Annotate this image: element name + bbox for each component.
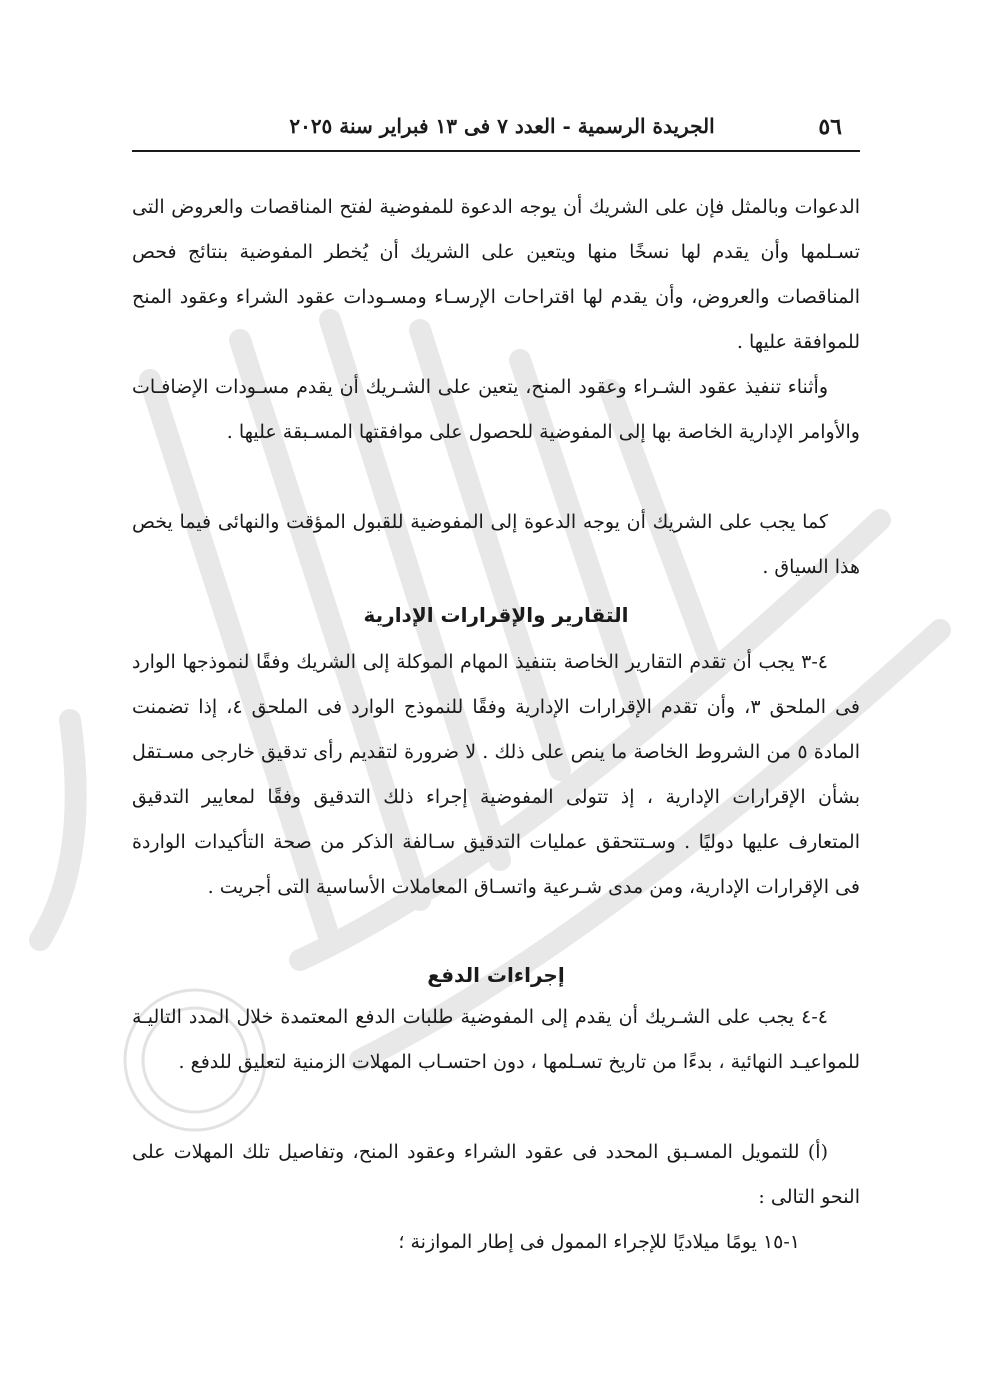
paragraph-acceptance: كما يجب على الشريك أن يوجه الدعوة إلى المفوضية للقبول المؤقت والنهائى فيما يخص هذا السياق . (132, 511, 860, 578)
paragraph-reports: ٤-٣ يجب أن تقدم التقارير الخاصة بتنفيذ المهام الموكلة إلى الشريك وفقًا لنموذجها الوارد فى الملحق ٣، وأن تقدم الإقرارات الإدارية وفقًا للنموذج الوارد فى الملحق ٤، إذا تضمنت المادة ٥ من الشروط الخاصة ما ينص على ذلك . لا ضرورة لتقديم رأى تدقيق خارجى مسـتقل بشأن الإقرارات الإدارية ، إذ تتولى المفوضية إجراء ذلك التدقيق وفقًا لمعايير التدقيق المتعارف عليها دوليًا . وسـتتحقق عمليات التدقيق سـالفة الذكر من صحة التأكيدات الواردة فى الإقرارات الإدارية، ومن مدى شـرعية واتسـاق المعاملات الأساسية التى أجريت . (132, 651, 861, 898)
page-number: ٥٦ (818, 114, 842, 140)
heading-reports: التقارير والإقرارات الإدارية (363, 603, 629, 627)
gazette-title: الجريدة الرسمية - العدد ٧ فى ١٣ فبراير سنة ٢٠٢٥ (289, 114, 715, 138)
paragraph-execution: وأثناء تنفيذ عقود الشـراء وعقود المنح، يتعين على الشـريك أن يقدم مسـودات الإضافـات والأوامر الإدارية الخاصة بها إلى المفوضية للحصول على موافقتها المسـبقة عليها . (132, 376, 860, 443)
page-header (132, 110, 860, 152)
paragraph-payment-requests: ٤-٤ يجب على الشـريك أن يقدم إلى المفوضية طلبات الدفع المعتمدة خلال المدد التاليـة للمواعيـد النهائية ، بدءًا من تاريخ تسـلمها ، دون احتسـاب المهلات الزمنية لتعليق للدفع . (132, 1006, 860, 1073)
paragraph-prefinancing: (أ) للتمويل المسـبق المحدد فى عقود الشراء وعقود المنح، وتفاصيل تلك المهلات على النحو التالى : (132, 1141, 860, 1208)
heading-payment: إجراءات الدفع (427, 963, 565, 987)
list-item-budget: ١-١٥ يومًا ميلاديًا للإجراء الممول فى إطار الموازنة ؛ (398, 1231, 800, 1253)
paragraph-invitations: الدعوات وبالمثل فإن على الشريك أن يوجه الدعوة للمفوضية لفتح المناقصات والعروض التى تسـلمها وأن يقدم لها نسخًا منها ويتعين على الشريك أن يُخطر المفوضية بنتائج فحص المناقصات والعروض، وأن يقدم لها اقتراحات الإرسـاء ومسـودات عقود الشراء وعقود المنح للموافقة عليها . (132, 196, 860, 353)
